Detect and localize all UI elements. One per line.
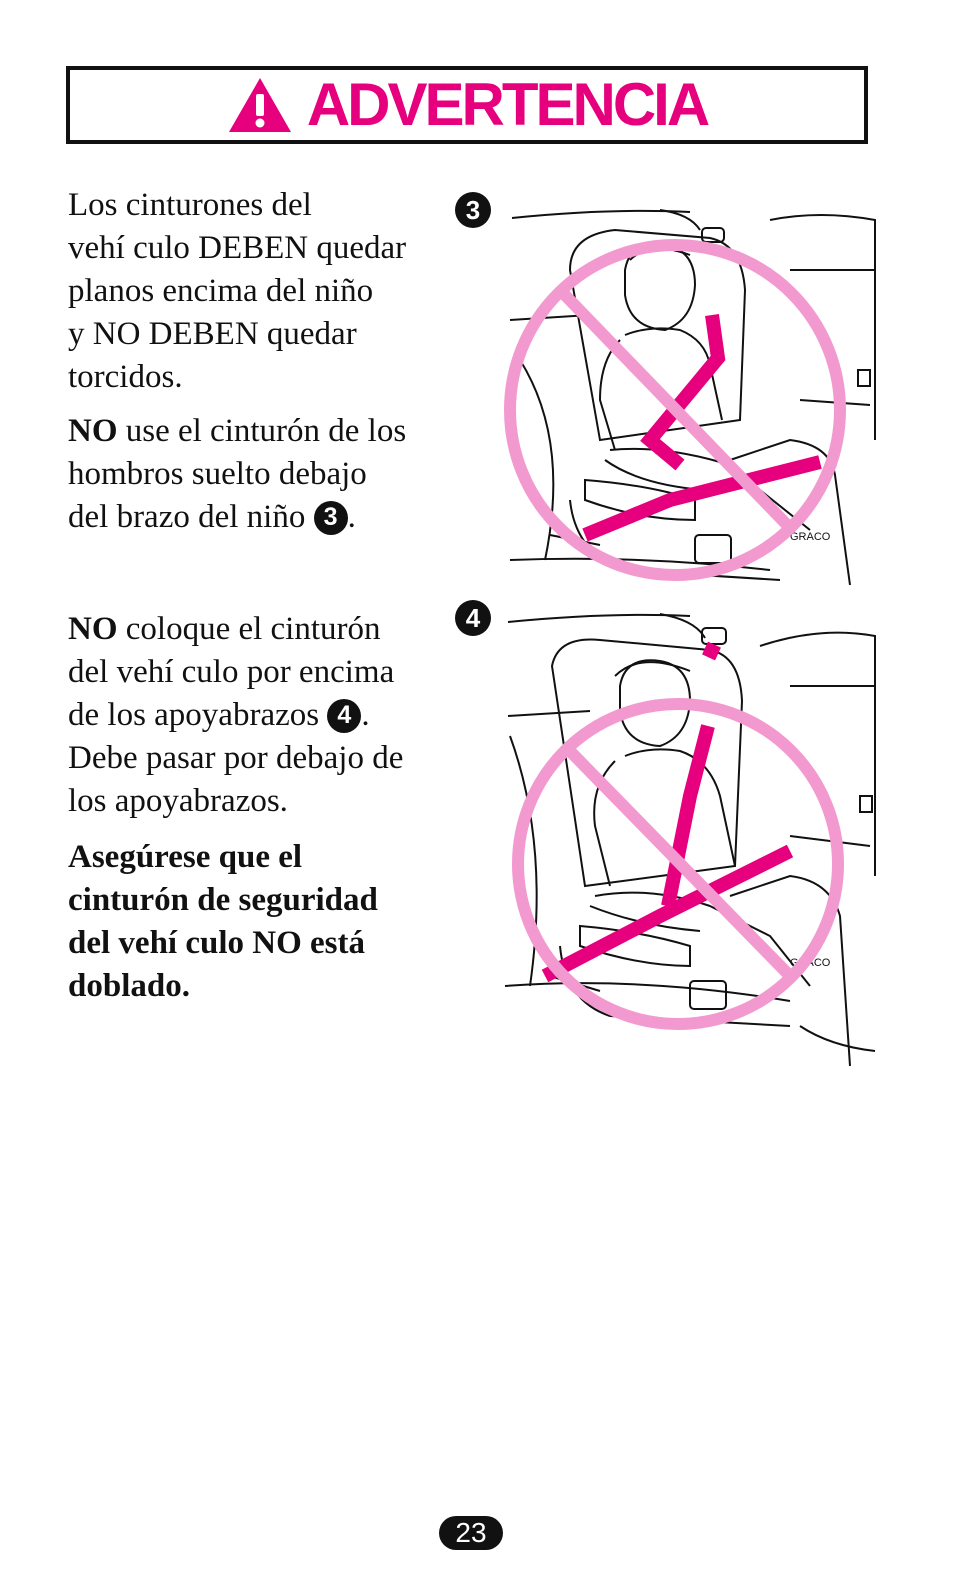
text-line: vehí culo DEBEN quedar	[68, 230, 407, 266]
armrest-belt-warning	[68, 608, 443, 823]
banner-title: ADVERTENCIA	[306, 71, 708, 138]
prohibition-symbol	[518, 704, 838, 1024]
emphasis-no: NO	[68, 413, 118, 449]
text-line: use el cinturón de los	[117, 413, 407, 449]
text-line: del vehí culo por encima	[68, 654, 395, 690]
text-line: de los apoyabrazos	[68, 697, 328, 733]
belt-flat-instruction	[68, 184, 443, 399]
emphasis-no: NO	[68, 611, 118, 647]
text-line: coloque el cinturón	[117, 611, 381, 647]
graco-logo: GRACO	[790, 531, 831, 543]
text-line: del brazo del niño	[68, 499, 314, 535]
shoulder-belt-warning	[68, 410, 448, 539]
warning-triangle-icon	[227, 76, 293, 134]
text-line: doblado.	[68, 968, 190, 1004]
text-line: cinturón de seguridad	[68, 882, 378, 918]
car-interior-lineart	[505, 614, 875, 1066]
figure-4-illustration	[490, 606, 880, 1074]
text-punctuation: .	[361, 697, 370, 733]
text-line: Debe pasar por debajo de	[68, 740, 404, 776]
warning-banner	[66, 66, 868, 144]
page-number: 23	[439, 1516, 503, 1550]
figure-4-badge: 4	[455, 600, 491, 636]
figure-3-reference: 3	[314, 501, 348, 535]
text-line: hombros suelto debajo	[68, 456, 367, 492]
text-punctuation: .	[347, 499, 356, 535]
text-line: torcidos.	[68, 359, 183, 395]
text-line: Los cinturones del	[68, 187, 312, 223]
figure-3-illustration	[490, 200, 880, 592]
text-line: Asegúrese que el	[68, 839, 303, 875]
text-line: los apoyabrazos.	[68, 783, 288, 819]
belt-not-folded-warning	[68, 836, 443, 1008]
text-line: planos encima del niño	[68, 273, 374, 309]
graco-logo: GRACO	[790, 957, 831, 969]
figure-3-badge: 3	[455, 192, 491, 228]
prohibition-symbol	[510, 245, 840, 575]
text-line: del vehí culo NO está	[68, 925, 365, 961]
text-line: y NO DEBEN quedar	[68, 316, 357, 352]
figure-4-reference: 4	[327, 699, 361, 733]
